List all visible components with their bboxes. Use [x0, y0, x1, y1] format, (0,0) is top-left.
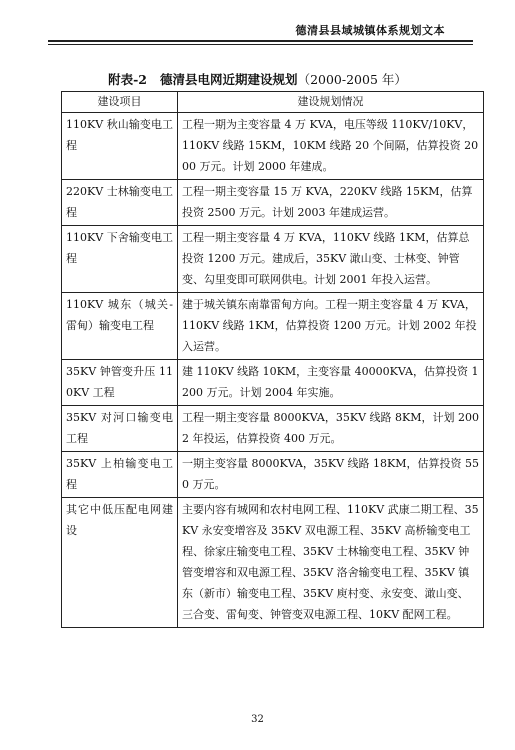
- plan-cell: 工程一期主变容量 8000KVA，35KV 线路 8KM，计划 2002 年投运，估算投资 400 万元。: [178, 406, 484, 452]
- plan-cell: 工程一期主变容量 15 万 KVA，220KV 线路 15KM，估算投资 2500 万元。计划 2003 年建成运营。: [178, 180, 484, 226]
- plan-cell: 建于城关镇东南靠雷甸方向。工程一期主变容量 4 万 KVA，110KV 线路 1KM，估算投资 1200 万元。计划 2002 年投入运营。: [178, 293, 484, 360]
- plan-cell: 工程一期为主变容量 4 万 KVA，电压等级 110KV/10KV，110KV 线路 15KM，10KM 线路 20 个间隔，估算投资 2000 万元。计划 2000 年建成。: [178, 113, 484, 180]
- plan-cell: 主要内容有城网和农村电网工程、110KV 武康二期工程、35KV 永安变增容及 35KV 双电源工程、35KV 高桥输变电工程、徐家庄输变电工程、35KV 士林输变电工程、35KV 钟管变增容和双电源工程、35KV 洛舍输变电工程、35KV 镇东（新市）输变电工程、35KV 庾村变、永安变、澉山变、三合变、雷甸变、钟管变双电源工程、10KV 配网工程。: [178, 498, 484, 628]
- table-row: [62, 293, 484, 360]
- table-row: [62, 452, 484, 498]
- page-number: 32: [251, 714, 264, 725]
- project-cell: 110KV 秋山输变电工程: [62, 113, 178, 180]
- table-row: [62, 406, 484, 452]
- document-header-title: 德清县县域城镇体系规划文本: [295, 24, 445, 37]
- table-header-row: [62, 92, 484, 113]
- column-header-plan: 建设规划情况: [178, 92, 484, 113]
- project-cell: 35KV 上柏输变电工程: [62, 452, 178, 498]
- table-row: [62, 226, 484, 293]
- table-caption-range: （2000-2005 年）: [297, 72, 407, 87]
- table-row: [62, 360, 484, 406]
- plan-table-container: [61, 91, 483, 628]
- column-header-project: 建设项目: [62, 92, 178, 113]
- header-rule-thin: [48, 44, 473, 45]
- project-cell: 其它中低压配电网建设: [62, 498, 178, 628]
- table-caption: [0, 70, 515, 88]
- table-caption-title: 德清县电网近期建设规划: [160, 72, 298, 87]
- plan-cell: 一期主变容量 8000KVA，35KV 线路 18KM，估算投资 550 万元。: [178, 452, 484, 498]
- project-cell: 35KV 钟管变升压 110KV 工程: [62, 360, 178, 406]
- plan-table: [61, 91, 484, 628]
- header-rule-thick: [48, 40, 473, 42]
- table-caption-label: 附表-2: [108, 72, 147, 87]
- table-row: [62, 113, 484, 180]
- project-cell: 220KV 士林输变电工程: [62, 180, 178, 226]
- plan-cell: 建 110KV 线路 10KM，主变容量 40000KVA，估算投资 1200 万元。计划 2004 年实施。: [178, 360, 484, 406]
- table-row: [62, 180, 484, 226]
- table-row: [62, 498, 484, 628]
- project-cell: 110KV 城东（城关-雷甸）输变电工程: [62, 293, 178, 360]
- project-cell: 35KV 对河口输变电工程: [62, 406, 178, 452]
- project-cell: 110KV 下舍输变电工程: [62, 226, 178, 293]
- plan-cell: 工程一期主变容量 4 万 KVA，110KV 线路 1KM，估算总投资 1200 万元。建成后，35KV 澉山变、士林变、钟管变、勾里变即可联网供电。计划 2001 年投入运营。: [178, 226, 484, 293]
